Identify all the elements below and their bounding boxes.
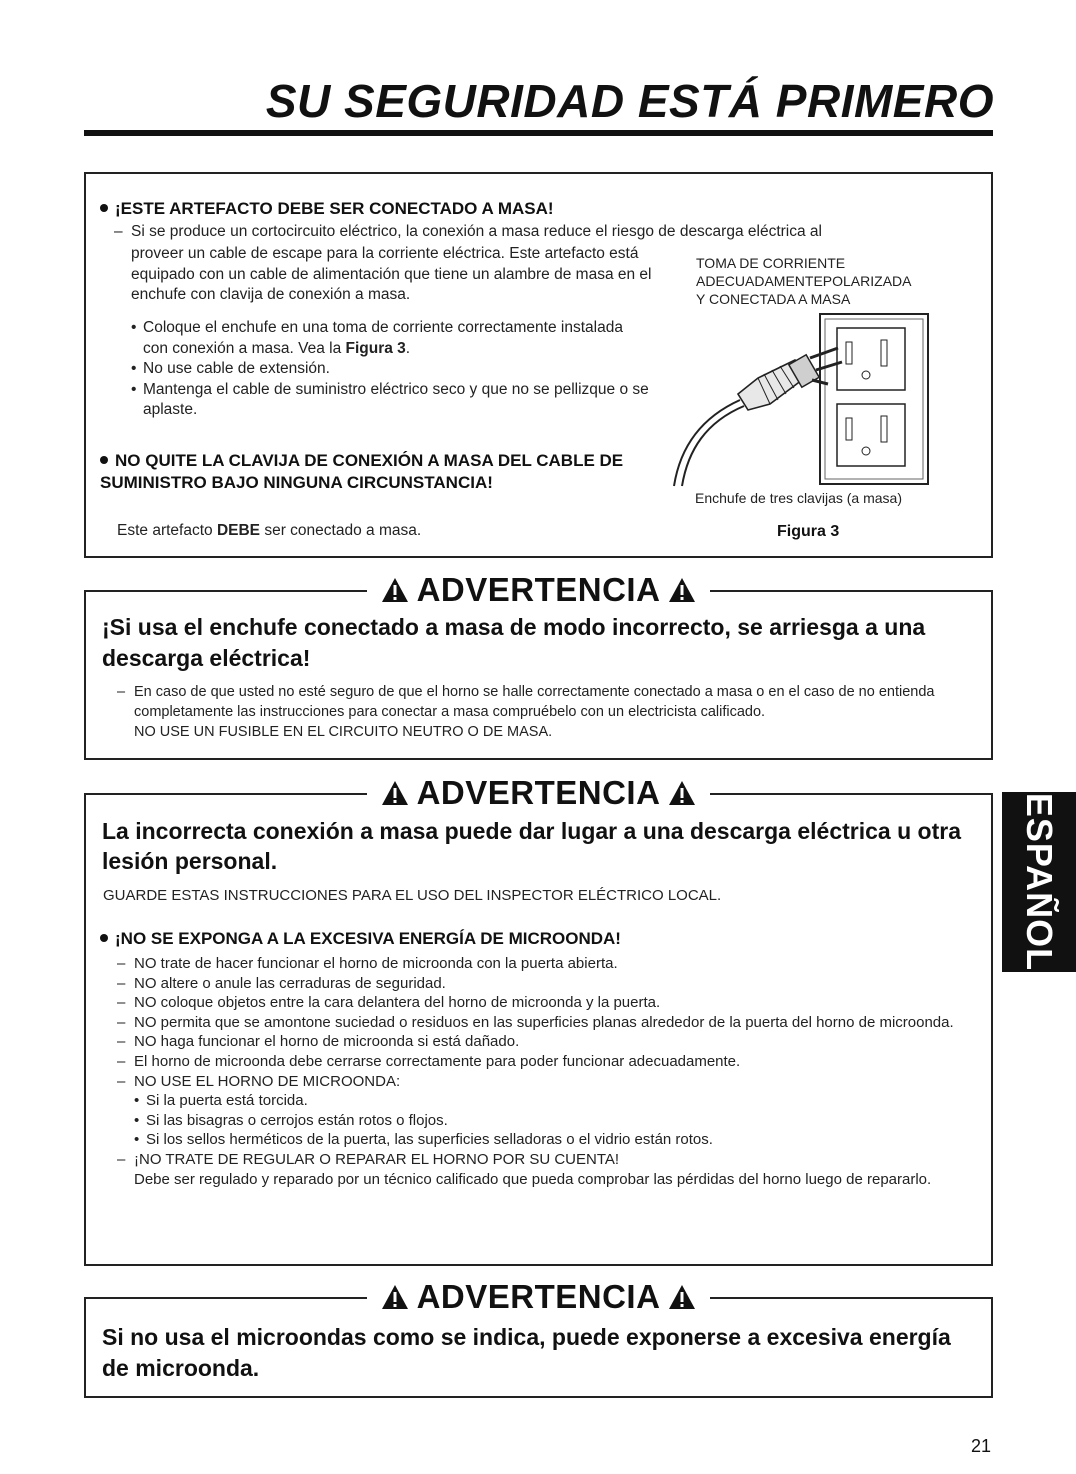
grounding-bullets — [131, 318, 651, 421]
warning-label: ADVERTENCIA — [367, 774, 711, 812]
grounding-text-line1: – Si se produce un cortocircuito eléctrico, la conexión a masa reduce el riesgo de descarga eléctrica al — [114, 223, 822, 240]
warning-icon — [381, 780, 409, 806]
list-item: – El horno de microonda debe cerrarse correctamente para poder funcionar adecuadamente. — [117, 1052, 741, 1070]
list-item: – NO trate de hacer funcionar el horno de microonda con la puerta abierta. — [117, 955, 618, 972]
bullet-dot — [100, 934, 108, 942]
ground-pin-heading: NO QUITE LA CLAVIJA DE CONEXIÓN A MASA DEL CABLE DE SUMINISTRO BAJO NINGUNA CIRCUNSTANCIA! — [100, 451, 624, 492]
plug-caption: Enchufe de tres clavijas (a masa) — [695, 490, 902, 506]
figure-label: Figura 3 — [777, 523, 840, 540]
warning-icon — [668, 577, 696, 603]
microwave-energy-heading: ¡NO SE EXPONGA A LA EXCESIVA ENERGÍA DE MICROONDA! — [100, 928, 621, 950]
list-item: – NO haga funcionar el horno de microonda si está dañado. — [117, 1033, 520, 1051]
sub-item: • Si la puerta está torcida. — [134, 1092, 308, 1110]
language-side-tab: ESPAÑOL — [1002, 792, 1076, 972]
warning-label: ADVERTENCIA — [367, 571, 711, 609]
bullet-dot — [100, 204, 108, 212]
warning-3-headline: Si no usa el microondas como se indica, puede exponerse a excesiva energía de microonda. — [102, 1324, 951, 1381]
outlet-plug-illustration — [660, 308, 940, 490]
list-item: – NO altere o anule las cerraduras de seguridad. — [117, 974, 446, 992]
warning-icon — [668, 780, 696, 806]
warning-1-body: – En caso de que usted no esté seguro de que el horno se halle correctamente conectado a masa o en el caso de no entienda completamente las instrucciones para conectar a masa compruébelo con un electricista calificado. NO USE UN FUSIBLE EN EL CIRCUITO NEUTRO O DE MASA. — [117, 684, 935, 740]
list-item: – ¡NO TRATE DE REGULAR O REPARAR EL HORNO POR SU CUENTA! — [117, 1150, 620, 1168]
title-rule — [84, 130, 993, 136]
warning-icon — [381, 1284, 409, 1310]
warning-icon — [381, 577, 409, 603]
list-item: – NO permita que se amontone suciedad o residuos en las superficies planas alrededor de la puerta del horno de microonda. — [117, 1013, 954, 1031]
sub-item: • Si los sellos herméticos de la puerta, las superficies selladoras o el vidrio están rotos. — [134, 1131, 713, 1149]
warning-header-2 — [84, 773, 993, 813]
bullet-item: • Coloque el enchufe en una toma de corriente correctamente instalada con conexión a masa. Vea la Figura 3. — [131, 319, 623, 357]
page-title: SU SEGURIDAD ESTÁ PRIMERO — [265, 75, 994, 127]
bullet-item: • Mantenga el cable de suministro eléctrico seco y que no se pellizque o se aplaste. — [131, 380, 649, 418]
warning-header-1 — [84, 570, 993, 610]
bullet-dot — [100, 456, 108, 464]
sub-item: • Si las bisagras o cerrojos están rotos o flojos. — [134, 1111, 448, 1129]
microwave-rules-list: – NO trate de hacer funcionar el horno de microonda con la puerta abierta. – NO altere o anule las cerraduras de seguridad. – NO coloque objetos entre la cara delantera del horno de microonda y la puerta. – NO permita que se amontone suciedad o residuos en las superficies planas alrededor de la puerta del horno de microonda. – NO haga funcionar el horno de microonda si está dañado. – El horno de microonda debe cerrarse correctamente para poder funcionar adecuadamente. – NO USE EL HORNO DE MICROONDA: • Si la puerta está torcida. • Si las bisagras o cerrojos están rotos o flojos. • Si los sellos herméticos de la puerta, las superficies selladoras o el vidrio están rotos. – ¡NO TRATE DE REGULAR O REPARAR EL HORNO POR SU CUENTA! Debe ser regulado y reparado por un técnico calificado que pueda comprobar las pérdidas del horno luego de repararlo. — [117, 954, 979, 1189]
warning-label: ADVERTENCIA — [367, 1278, 711, 1316]
grounding-heading: ¡ESTE ARTEFACTO DEBE SER CONECTADO A MASA! — [100, 198, 554, 220]
list-item: – NO USE EL HORNO DE MICROONDA: — [117, 1072, 401, 1090]
warning-icon — [668, 1284, 696, 1310]
grounding-text: proveer un cable de escape para la corriente eléctrica. Este artefacto está equipado con un cable de alimentación que tiene un alambre de masa en el enchufe con clavija de conexión a masa. — [131, 245, 652, 303]
warning-header-3 — [84, 1277, 993, 1317]
warning-2-caps: GUARDE ESTAS INSTRUCCIONES PARA EL USO DEL INSPECTOR ELÉCTRICO LOCAL. — [103, 887, 722, 904]
warning-1-headline: ¡Si usa el enchufe conectado a masa de modo incorrecto, se arriesga a una descarga eléctrica! — [102, 614, 926, 671]
bullet-item: • No use cable de extensión. — [131, 360, 330, 377]
list-item: – NO coloque objetos entre la cara delantera del horno de microonda y la puerta. — [117, 994, 661, 1012]
page-number: 21 — [970, 1436, 991, 1456]
outlet-label: TOMA DE CORRIENTE ADECUADAMENTEPOLARIZADA Y CONECTADA A MASA — [696, 255, 912, 307]
debe-text: Este artefacto DEBE ser conectado a masa. — [117, 522, 422, 539]
warning-2-headline: La incorrecta conexión a masa puede dar lugar a una descarga eléctrica u otra lesión personal. — [102, 818, 961, 874]
